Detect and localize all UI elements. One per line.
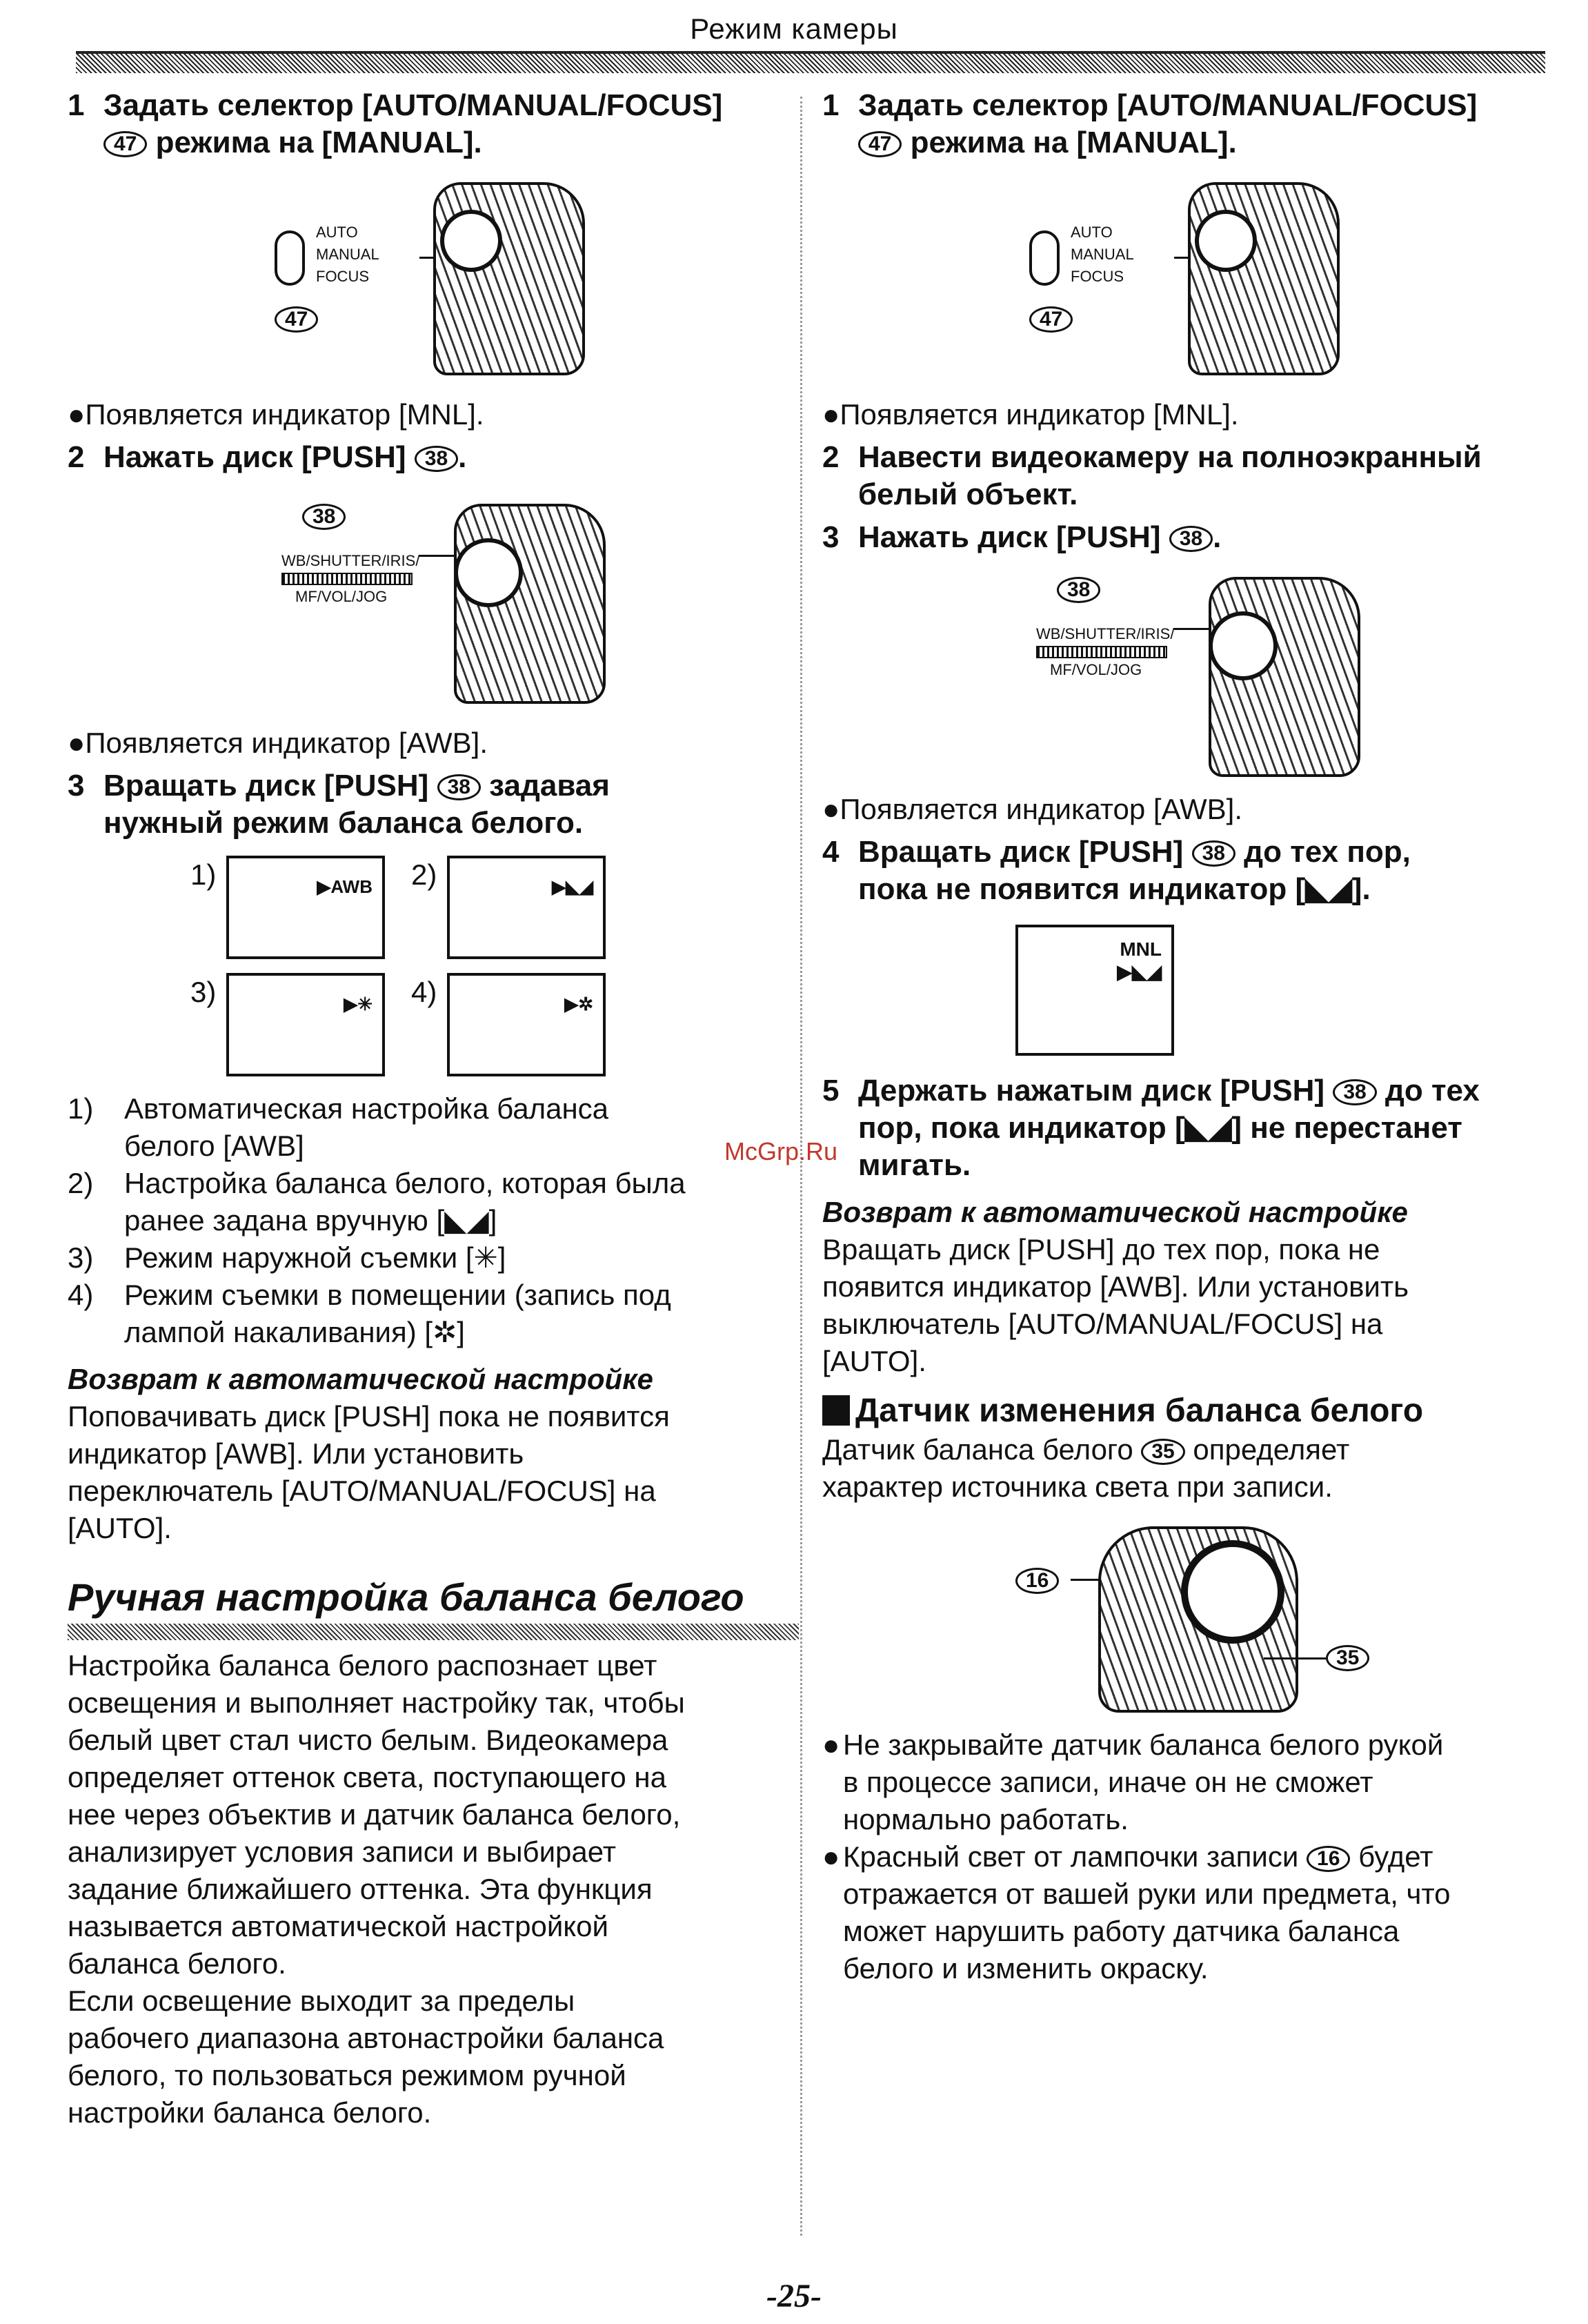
sun-icon: ▶✳ <box>344 994 373 1014</box>
ref-circle: 38 <box>1057 577 1100 603</box>
watermark: McGrp.Ru <box>724 1137 838 1165</box>
wb-screen <box>190 856 385 959</box>
camera-front-figure <box>822 1513 1554 1720</box>
bullet-text: ●Появляется индикатор [AWB]. <box>68 727 488 759</box>
step-5 <box>822 1072 1554 1184</box>
step-number: 3 <box>68 769 85 802</box>
step-text: Навести видеокамеру на полноэкранный <box>858 440 1482 474</box>
step-2: 2 Нажать диск [PUSH] 38 . <box>68 439 799 476</box>
step-text: Задать селектор [AUTO/MANUAL/FOCUS] <box>858 88 1478 122</box>
step-3 <box>68 767 799 842</box>
mnl-screen <box>1015 925 1174 1056</box>
fig-label: FOCUS <box>1071 268 1124 285</box>
step-text: задавая <box>489 769 610 802</box>
mnl-indicator: MNL <box>1120 938 1162 960</box>
bullet-item: ● Красный свет от лампочки записи 16 будет отражается от вашей руки или предмета, что может нарушить работу датчика баланса белого и изменить окраску. <box>822 1840 1451 1985</box>
list-item: 2) Настройка баланса белого, которая была ранее задана вручную [◣◢] <box>68 1167 686 1237</box>
step-text: пор, пока индикатор [◣◢] не перестанет <box>858 1111 1462 1145</box>
step-4 <box>822 834 1554 908</box>
square-bullet-icon <box>822 1395 850 1426</box>
return-text: Поповачивать диск [PUSH] пока не появится индикатор [AWB]. Или установить переключатель [AUTO/MANUAL/FOCUS] на [AUTO]. <box>68 1400 670 1544</box>
step-number: 1 <box>68 88 85 122</box>
step-text: Нажать диск [PUSH] <box>858 520 1161 554</box>
step-text: Вращать диск [PUSH] <box>103 769 429 802</box>
ref-circle: 38 <box>415 446 458 472</box>
step-text: режима на [MANUAL]. <box>155 126 482 159</box>
ref-circle: 47 <box>1029 306 1073 333</box>
ref-circle: 38 <box>1192 840 1235 867</box>
column-divider <box>800 97 802 2236</box>
fig-label: MF/VOL/JOG <box>1050 661 1142 678</box>
step-text: Задать селектор [AUTO/MANUAL/FOCUS] <box>103 88 723 122</box>
step-number: 3 <box>822 520 840 554</box>
manual-wb-icon: ▶◣◢ <box>552 876 593 897</box>
step-text: Держать нажатым диск [PUSH] <box>858 1074 1325 1107</box>
bullet-text: ●Появляется индикатор [MNL]. <box>68 398 484 431</box>
camera-figure-selector <box>68 168 799 389</box>
ref-circle: 38 <box>437 774 481 800</box>
right-column <box>822 81 1554 1987</box>
step-text: Нажать диск [PUSH] <box>103 440 406 474</box>
step-2 <box>822 439 1554 513</box>
camera-figure-dial <box>68 483 799 718</box>
dial-graphic <box>1036 646 1167 658</box>
ref-circle: 35 <box>1141 1439 1184 1465</box>
camera-lens <box>1181 1540 1284 1644</box>
camera-lens <box>454 538 523 607</box>
ref-circle: 16 <box>1015 1568 1059 1594</box>
return-text: Вращать диск [PUSH] до тех пор, пока не появится индикатор [AWB]. Или установить выключатель [AUTO/MANUAL/FOCUS] на [AUTO]. <box>822 1233 1409 1377</box>
bullet-text: ●Появляется индикатор [AWB]. <box>822 793 1243 825</box>
list-item: 4) Режим съемки в помещении (запись под лампой накаливания) [✲] <box>68 1279 671 1348</box>
header-rule <box>76 51 1545 73</box>
step-text: пока не появится индикатор [◣◢]. <box>858 872 1371 906</box>
step-number: 2 <box>822 440 840 474</box>
step-text: нужный режим баланса белого. <box>103 806 584 840</box>
lamp-icon: ▶✲ <box>564 994 593 1014</box>
step-1 <box>68 87 799 161</box>
wb-screen <box>411 856 606 959</box>
sensor-text: Датчик баланса белого 35 определяет характер источника света при записи. <box>822 1433 1350 1503</box>
bullet-item: ● Не закрывайте датчик баланса белого рукой в процессе записи, иначе он не сможет нормально работать. <box>822 1729 1444 1835</box>
ref-circle: 16 <box>1307 1846 1350 1872</box>
ref-circle: 38 <box>302 504 346 530</box>
camera-lens <box>1209 611 1278 680</box>
step-text: до тех пор, <box>1244 835 1411 869</box>
screen-number: 1) <box>190 858 217 891</box>
list-item: 3) Режим наружной съемки [✳] <box>68 1241 506 1274</box>
screen-number: 4) <box>411 976 437 1008</box>
step-3: 3 Нажать диск [PUSH] 38 . <box>822 519 1554 556</box>
left-column <box>68 81 799 2131</box>
manual-wb-icon: ▶◣◢ <box>1117 961 1162 983</box>
camera-illustration <box>1188 182 1340 375</box>
fig-label: WB/SHUTTER/IRIS/ <box>1036 625 1175 642</box>
heading-rule <box>68 1624 799 1640</box>
ref-circle: 47 <box>858 131 902 157</box>
awb-icon: ▶AWB <box>317 876 373 897</box>
wb-screen <box>411 973 606 1076</box>
ref-circle: 47 <box>275 306 318 333</box>
fig-label: AUTO <box>1071 224 1113 241</box>
ref-circle: 38 <box>1333 1079 1376 1105</box>
subheading: Возврат к автоматической настройке <box>822 1196 1408 1228</box>
subheading: Возврат к автоматической настройке <box>68 1363 653 1395</box>
step-text: Вращать диск [PUSH] <box>858 835 1184 869</box>
camera-lens <box>1195 210 1257 272</box>
section-heading: Ручная настройка баланса белого <box>68 1575 744 1619</box>
selector-switch <box>1029 230 1060 286</box>
fig-label: FOCUS <box>316 268 369 285</box>
camera-figure-dial <box>822 563 1554 784</box>
ref-circle: 35 <box>1326 1645 1369 1671</box>
pointer-line <box>1264 1657 1326 1660</box>
ref-circle: 38 <box>1169 526 1213 552</box>
step-number: 5 <box>822 1074 840 1107</box>
fig-label: MF/VOL/JOG <box>295 588 388 605</box>
ref-circle: 47 <box>103 131 147 157</box>
step-text: до тех <box>1384 1074 1480 1107</box>
camera-lens <box>440 210 502 272</box>
section-paragraph: Настройка баланса белого распознает цвет освещения и выполняет настройку так, чтобы белый цвет стал чисто белым. Видеокамера определяет оттенок света, поступающего на нее через объектив и датчик баланса белого, анализирует условия записи и выбирает задание ближайшего оттенка. Эта функция называется автоматической настройкой баланса белого. Если освещение выходит за пределы рабочего диапазона автонастройки баланса белого, то пользоваться режимом ручной настройки баланса белого. <box>68 1649 685 2129</box>
fig-label: AUTO <box>316 224 358 241</box>
list-item: 1) Автоматическая настройка баланса белого [AWB] <box>68 1092 609 1162</box>
bullet-text: ●Появляется индикатор [MNL]. <box>822 398 1239 431</box>
step-text: белый объект. <box>858 477 1078 511</box>
camera-figure-selector <box>822 168 1554 389</box>
fig-label: MANUAL <box>316 246 379 263</box>
page-header: Режим камеры <box>690 12 898 45</box>
screen-number: 2) <box>411 858 437 891</box>
sensor-heading: Датчик изменения баланса белого <box>822 1391 1554 1431</box>
wb-screens <box>190 856 799 1076</box>
camera-illustration <box>433 182 585 375</box>
wb-screen <box>190 973 385 1076</box>
step-text: режима на [MANUAL]. <box>910 126 1237 159</box>
step-number: 1 <box>822 88 840 122</box>
step-number: 2 <box>68 440 85 474</box>
step-1 <box>822 87 1554 161</box>
step-number: 4 <box>822 835 840 869</box>
step-text: мигать. <box>858 1148 971 1182</box>
dial-graphic <box>281 573 413 585</box>
wb-mode-list <box>68 1090 799 1351</box>
fig-label: MANUAL <box>1071 246 1134 263</box>
selector-switch <box>275 230 305 286</box>
page-number: -25- <box>766 2278 822 2314</box>
fig-label: WB/SHUTTER/IRIS/ <box>281 552 420 569</box>
screen-number: 3) <box>190 976 217 1008</box>
